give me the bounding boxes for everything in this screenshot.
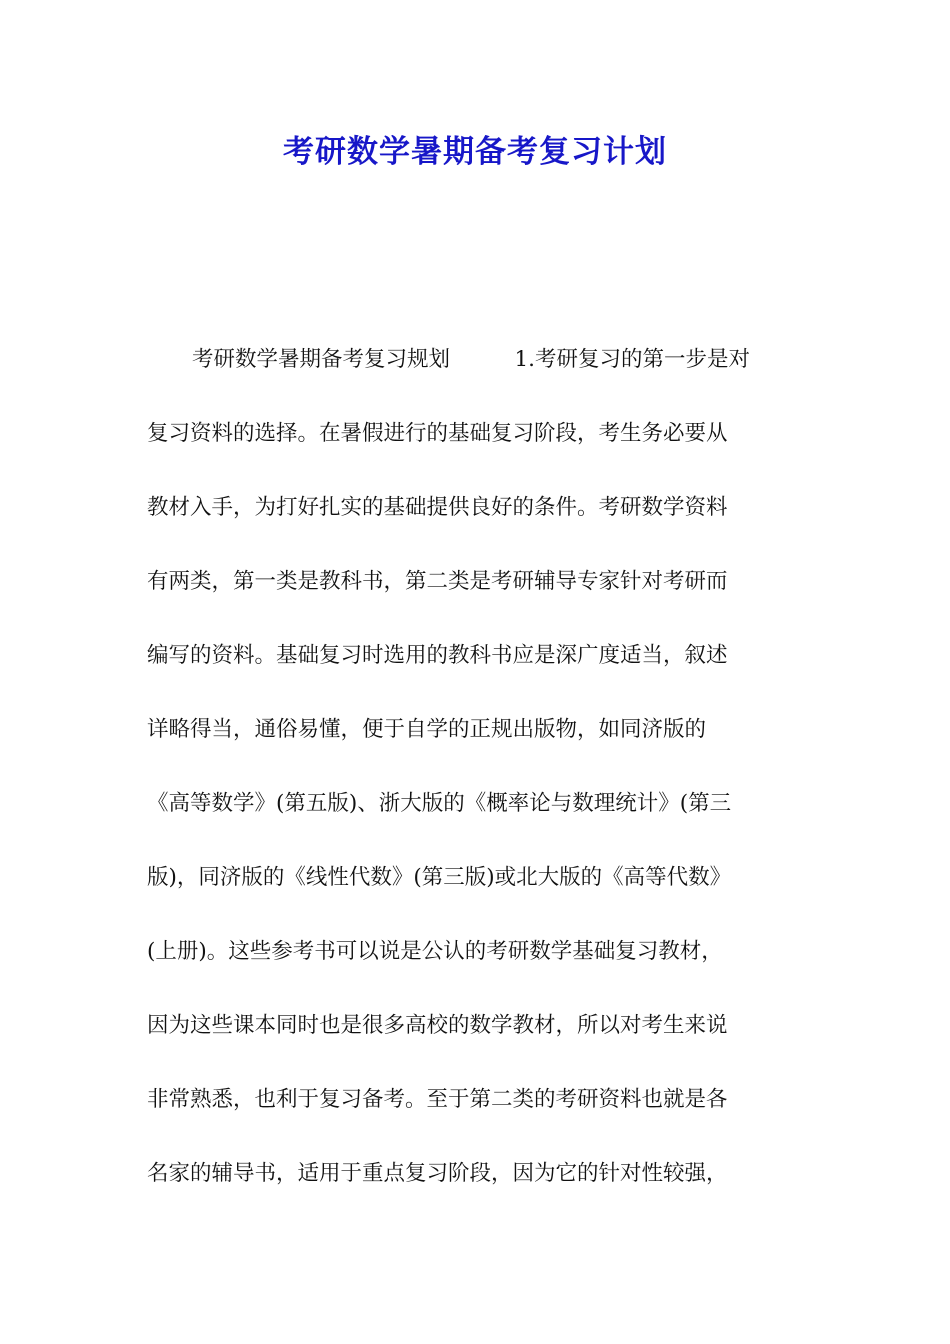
document-title: 考研数学暑期备考复习计划 — [283, 134, 667, 170]
paragraph-line: 编写的资料。基础复习时选用的教科书应是深广度适当，叙述 — [147, 643, 728, 668]
paragraph-line: 教材入手，为打好扎实的基础提供良好的条件。考研数学资料 — [147, 495, 728, 520]
paragraph-line: 详略得当，通俗易懂，便于自学的正规出版物，如同济版的 — [147, 717, 707, 742]
paragraph-line: 名家的辅导书，适用于重点复习阶段，因为它的针对性较强， — [147, 1161, 728, 1186]
paragraph-line: (上册)。这些参考书可以说是公认的考研数学基础复习教材， — [147, 939, 723, 964]
paragraph-line: 复习资料的选择。在暑假进行的基础复习阶段，考生务必要从 — [147, 421, 728, 446]
paragraph-line: 《高等数学》(第五版)、浙大版的《概率论与数理统计》(第三 — [147, 791, 732, 816]
paragraph-line: 因为这些课本同时也是很多高校的数学教材，所以对考生来说 — [147, 1013, 728, 1038]
paragraph-line: 版)，同济版的《线性代数》(第三版)或北大版的《高等代数》 — [147, 865, 732, 890]
paragraph-line: 考研数学暑期备考复习规划 1.考研复习的第一步是对 — [192, 347, 751, 372]
paragraph-line: 有两类，第一类是教科书，第二类是考研辅导专家针对考研而 — [147, 569, 728, 594]
document-body — [147, 340, 817, 1228]
paragraph-line: 非常熟悉，也利于复习备考。至于第二类的考研资料也就是各 — [147, 1087, 728, 1112]
